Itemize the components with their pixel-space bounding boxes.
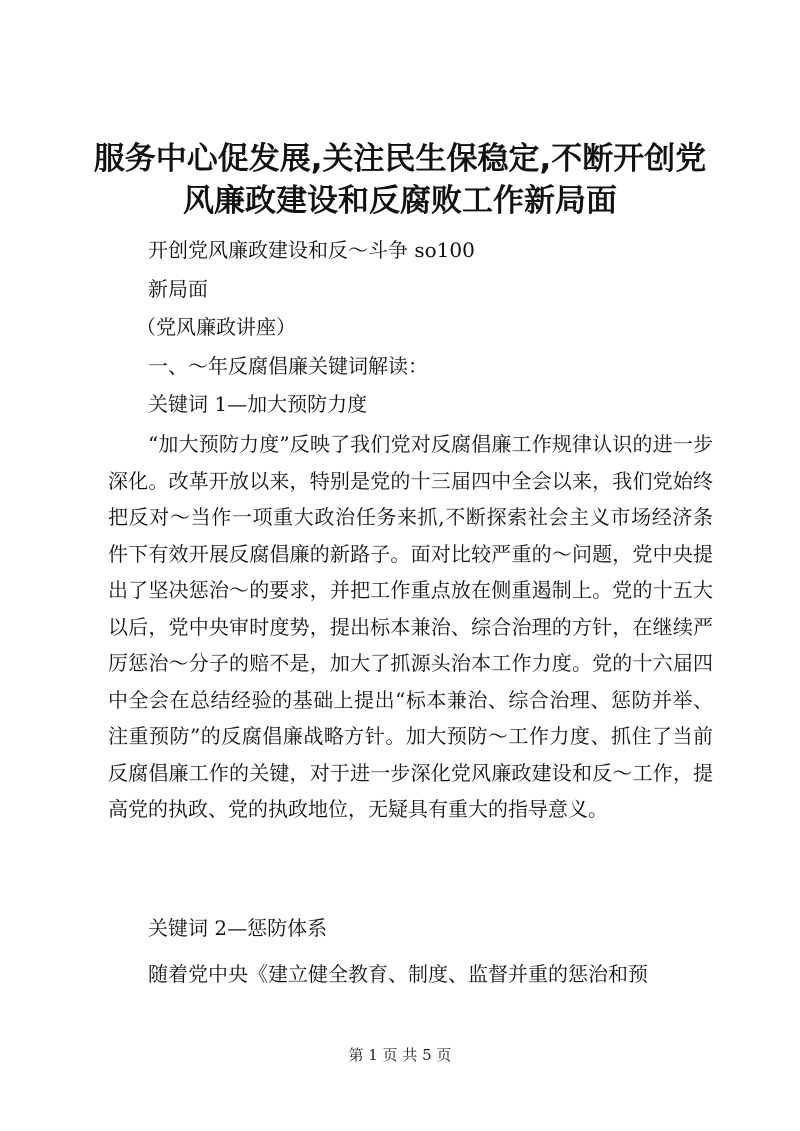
lecture-label: （党风廉政讲座） [136,315,296,339]
keyword-1-heading: 关键词 1—加大预防力度 [148,392,368,416]
subtitle-line-1: 开创党风廉政建设和反～斗争 so100 [148,238,475,262]
subtitle-line-2: 新局面 [148,277,208,301]
document-title-line-2: 风廉政建设和反腐败工作新局面 [183,183,617,219]
section-heading: 一、～年反腐倡廉关键词解读： [148,354,428,378]
keyword-1-paragraph: “加大预防力度”反映了我们党对反腐倡廉工作规律认识的进一步深化。改革开放以来，特别是党的十三届四中全会以来，我们党始终把反对～当作一项重大政治任务来抓,不断探索社会主义市场经济条件下有效开展反腐倡廉的新路子。面对比较严重的～问题，党中央提出了坚决惩治～的要求，并把工作重点放在侧重遏制上。党的十五大以后，党中央审时度势，提出标本兼治、综合治理的方针，在继续严厉惩治～分子的赔不是，加大了抓源头治本工作力度。党的十六届四中全会在总结经验的基础上提出“标本兼治、综合治理、惩防并举、注重预防”的反腐倡廉战略方针。加大预防～工作力度、抓住了当前反腐倡廉工作的关键，对于进一步深化党风廉政建设和反～工作，提高党的执政、党的执政地位，无疑具有重大的指导意义。 [108,432,713,821]
keyword-2-heading: 关键词 2—惩防体系 [148,916,328,940]
keyword-2-paragraph: 随着党中央《建立健全教育、制度、监督并重的惩治和预 [148,962,648,986]
page-indicator: 第 1 页 共 5 页 [348,1046,452,1064]
document-title-line-1: 服务中心促发展,关注民生保稳定,不断开创党 [93,141,707,177]
